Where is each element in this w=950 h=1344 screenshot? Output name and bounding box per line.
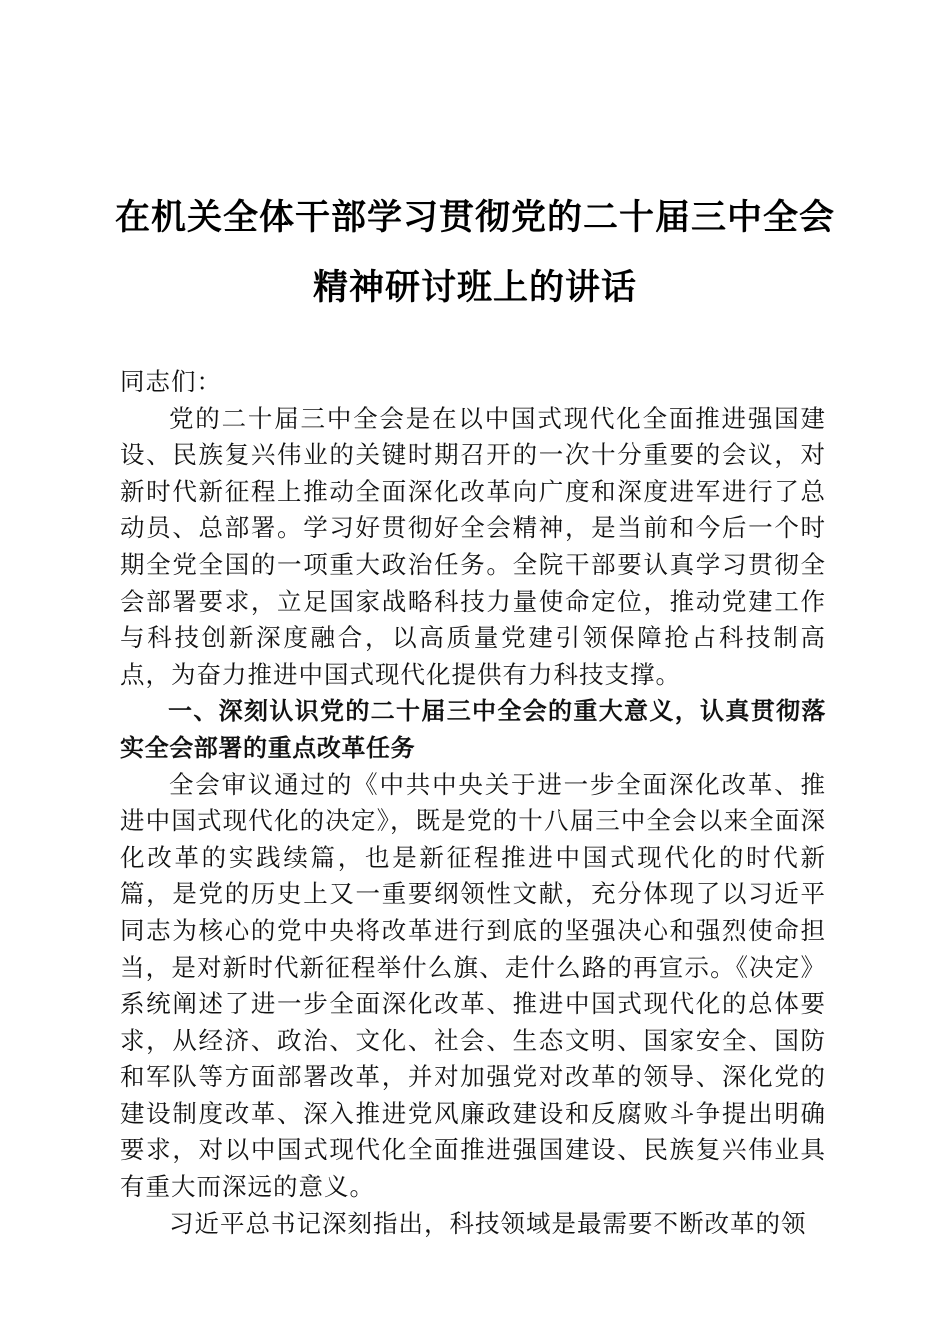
salutation: 同志们： [120,367,222,396]
document-title-line-1: 在机关全体干部学习贯彻党的二十届三中全会 [114,197,835,238]
section-heading-1: 一、深刻认识党的二十届三中全会的重大意义，认真贯彻落实全会部署的重点改革任务 [120,697,826,762]
document-body [120,364,826,1242]
paragraph-intro: 党的二十届三中全会是在以中国式现代化全面推进强国建设、民族复兴伟业的关键时期召开的一次十分重要的会议，对新时代新征程上推动全面深化改革向广度和深度进军进行了总动员、总部署。学习好贯彻好全会精神，是当前和今后一个时期全党全国的一项重大政治任务。全院干部要认真学习贯彻全会部署要求，立足国家战略科技力量使命定位，推动党建工作与科技创新深度融合，以高质量党建引领保障抢占科技制高点，为奋力推进中国式现代化提供有力科技支撑。 [120,403,826,689]
paragraph-section-1: 全会审议通过的《中共中央关于进一步全面深化改革、推进中国式现代化的决定》，既是党的十八届三中全会以来全面深化改革的实践续篇，也是新征程推进中国式现代化的时代新篇，是党的历史上又一重要纲领性文献，充分体现了以习近平同志为核心的党中央将改革进行到底的坚强决心和强烈使命担当，是对新时代新征程举什么旗、走什么路的再宣示。《决定》系统阐述了进一步全面深化改革、推进中国式现代化的总体要求，从经济、政治、文化、社会、生态文明、国家安全、国防和军队等方面部署改革，并对加强党对改革的领导、深化党的建设制度改革、深入推进党风廉政建设和反腐败斗争提出明确要求，对以中国式现代化全面推进强国建设、民族复兴伟业具有重大而深远的意义。 [120,769,826,1202]
document-title-line-2: 精神研讨班上的讲话 [312,267,637,308]
paragraph-section-1-continued: 习近平总书记深刻指出，科技领域是最需要不断改革的领 [169,1208,807,1238]
